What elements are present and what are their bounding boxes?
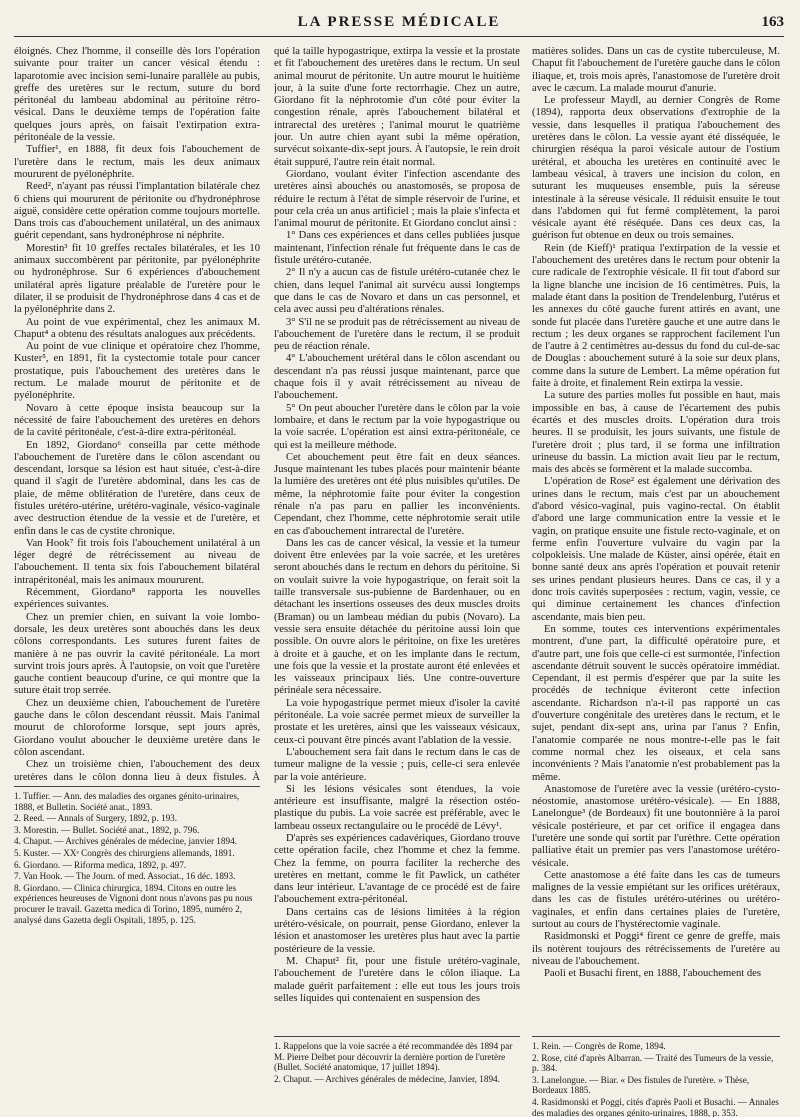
paragraph: En somme, toutes ces interventions expérimentales montrent, d'une part, la difficulté opératoire pure, et d'autre part, une fois que celle-ci est surmontée, l'infection ascendante détruit souvent le succès opératoire immédiat. Cependant, il est permis d'espérer que par la suite les procédés de technique éviteront cette infection ascendante. Richardson n'a-t-il pas rapporté un cas d'ouverture congénitale des uretères dans le rectum, et le sujet, pendant dix-sept ans, urina par l'anus ? Enfin, l'anatomie comparée ne nous montre-t-elle pas le fait comme normal chez les oiseaux, et cela sans inconvénients ? Mais l'anatomie n'est probablement pas la même.	[532, 623, 780, 783]
paragraph: Rasidmonski et Poggi⁴ firent ce genre de greffe, mais ils notèrent toujours des rétrécissements de l'uretère au niveau de l'abouchement.	[532, 931, 780, 967]
column-left	[14, 46, 260, 1108]
footnote: 2. Rose, cité d'après Albarran. — Traité des Tumeurs de la vessie, p. 384.	[532, 1052, 774, 1074]
footnote: 6. Giordano. — Riforma medica, 1892, p. 497.	[14, 859, 187, 870]
paragraph: 5° On peut aboucher l'uretère dans le côlon par la voie lombaire, et dans le rectum par la voie hypogastrique ou la voie sacrée. L'opération est ainsi extra-péritonéale, ce qui est la meilleure méthode.	[274, 402, 520, 451]
paragraph: D'après ses expériences cadavériques, Giordano trouve cette opération facile, chez l'homme et chez la femme. Chez la femme, on pourra faciliter la recherche des uretères en mettant, comme le fit Pawlick, un cathéter dans leur intérieur. L'avantage de ce procédé est de faire l'abouchement extra-péritonéal.	[274, 833, 520, 906]
paragraph: Cette anastomose a été faite dans les cas de tumeurs malignes de la vessie empiétant sur les orifices urétéraux, dans les cas de fistules urétéro-utérines ou urétéro-vaginales, et enfin dans certaines plaies de l'uretère, surtout au cours de l'hystérectomie vaginale.	[532, 869, 780, 931]
page-number: 163	[761, 14, 784, 30]
paragraph: Reed², n'ayant pas réussi l'implantation bilatérale chez 6 chiens qui moururent de péritonite ou d'hydronéphrose aiguë, considère cette opération comme toujours mortelle. Dans trois cas d'abouchement unilatéral, un des animaux guérit cependant, sans hydronéphrose ni néphrite.	[14, 181, 260, 242]
paragraph: Récemment, Giordano⁸ rapporta les nouvelles expériences suivantes.	[14, 587, 260, 611]
journal-title: LA PRESSE MÉDICALE	[297, 14, 501, 30]
column-middle	[274, 46, 520, 1094]
paragraph: Au point de vue expérimental, chez les animaux M. Chaput⁴ a obtenu des résultats analogues aux précédents.	[14, 316, 260, 340]
paragraph: qué la taille hypogastrique, extirpa la vessie et la prostate et fit l'abouchement des uretères dans le rectum. Un seul animal mourut de péritonite. Un autre mourut le huitième jour, à la suite d'une forte rectorrhagie. Chez un autre, Giordano fit la néphrotomie d'un côté pour éviter la congestion rénale, après l'abouchement bilatéral et intrarectal des uretères ; l'animal mourut le quatrième jour. Un autre chien ayant subi la même opération, survécut soixante-dix-sept jours. À l'autopsie, le rein droit était suppuré, l'autre rein était normal.	[274, 46, 520, 168]
paragraph: Dans les cas de cancer vésical, la vessie et la tumeur doivent être enlevées par la voie sacrée, et les uretères seront abouchés dans le rectum en dehors du péritoine. Si on voulait suivre la voie hypogastrique, on ferait soit la taille transversale sus-pubienne de Bardenhauer, ou en détachant les insertions osseuses des deux muscles droits (Braman) ou un lambeau médian du pubis (Novaro). La vessie sera ensuite détachée du péritoine aussi loin que possible. On ouvre alors le péritoine, on fixe les uretères à droite et à gauche, et on les implante dans le rectum, une fois que la vessie et la prostate auront été enlevées et les vaisseaux principaux liés. Une contre-ouverture périnéale sera nécessaire.	[274, 537, 520, 697]
column-right	[532, 46, 780, 1094]
footnote: 1. Rappelons que la voie sacrée a été recommandée dès 1894 par M. Pierre Delbet pour découvrir la dernière portion de l'uretère (Bullet. Société anatomique, 17 juillet 1894).	[274, 1041, 513, 1073]
paragraph: Giordano, voulant éviter l'infection ascendante des uretères ainsi abouchés ou anastomosés, se proposa de réduire le rectum à l'état de simple réservoir de l'urine, et pour cela créa un anus artificiel ; mais la plaie s'infecta et l'animal mourut de péritonite. Et Giordano conclut ainsi :	[274, 168, 520, 230]
paragraph: Tuffier¹, en 1888, fit deux fois l'abouchement de l'uretère dans le rectum, mais les deux animaux moururent de pyélonéphrite.	[14, 144, 260, 180]
paragraph: Chez un premier chien, en suivant la voie lombo-dorsale, les deux uretères sont abouchés dans les deux côlons correspondants. Les sutures furent faites de manière à ne pas ouvrir la cavité péritonéale. La mort survint trois jours après. À l'autopsie, on voit que l'uretère gauche contient beaucoup d'urine, ce qui montre que la suture était trop serrée.	[14, 611, 260, 697]
paragraph: éloignés. Chez l'homme, il conseille dès lors l'opération suivante pour traiter un cancer vésical étendu : laparotomie avec incision semi-lunaire parallèle au pubis, greffe des uretères sur le rectum, suture du bord péritonéal du lambeau abdominal au péritoine rétro-vésical. Dans le deuxième temps de l'opération faite quelques jours après, on faisait l'extirpation extra-péritonéale de la vessie.	[14, 46, 260, 144]
paragraph: Au point de vue clinique et opératoire chez l'homme, Kuster⁵, en 1891, fit la cystectomie totale pour cancer prostatique, puis l'abouchement des uretères dans le rectum. Le malade mourut de péritonite et de pyélonéphrite.	[14, 341, 260, 402]
paragraph: La suture des parties molles fut possible en haut, mais impossible en bas, à cause de l'écartement des pubis écartés et des muscles droits. L'opération dura trois heures. Il se produisit, les jours suivants, une fistule de l'uretère droit ; plus tard, il se forma une infiltration urineuse du bassin. La miction avait lieu par le rectum, mais des abcès se formèrent et la malade succomba.	[532, 390, 780, 476]
footnote: 4. Chaput. — Archives générales de médecine, janvier 1894.	[14, 836, 237, 847]
paragraph: L'opération de Rose² est également une dérivation des urines dans le rectum, mais c'est par un abouchement d'abord vésico-vaginal, puis vagino-rectal. On établit d'abord une large communication entre la vessie et le vagin, on pratique ensuite une fistule recto-vaginale, et on ferme enfin l'ouverture vulvaire du vagin par la colpokleisis. Une malade de Küster, ainsi opérée, était en bonne santé deux ans après l'opération et pouvait retenir ses urines pendant plusieurs heures. Dans ce cas, il y a donc trois cavités superposées : rectum, vagin, vessie, ce qui diminue certainement les chances d'infection ascendante, mais bien peu.	[532, 476, 780, 623]
paragraph: M. Chaput² fit, pour une fistule urétéro-vaginale, l'abouchement de l'uretère dans le côlon iliaque. La malade guérit parfaitement : elle eut tous les jours trois selles liquides qui contenaient en suspension des	[274, 955, 520, 1004]
paragraph: 1° Dans ces expériences et dans celles publiées jusque maintenant, l'infection rénale fut fréquente dans le cas de fistule urétéro-cutanée.	[274, 230, 520, 267]
paragraph: La voie hypogastrique permet mieux d'isoler la cavité péritonéale. La voie sacrée permet mieux de surveiller la prostate et les uretères, ainsi que les vaisseaux vésicaux, ceux-ci pouvant être pincés avant l'ablation de la vessie.	[274, 697, 520, 746]
paragraph: Anastomose de l'uretère avec la vessie (urétéro-cysto-néostomie, anastomose urétéro-vésicale). — En 1888, Lanelongue³ (de Bordeaux) fit une boutonnière à la paroi vésicale postérieure, et par cet orifice il engagea dans l'uretère une sonde qui sortit par l'urèthre. Cette opération palliative était un premier pas vers l'anastomose urétéro-vésicale.	[532, 783, 780, 869]
paragraph: Novaro à cette époque insista beaucoup sur la nécessité de faire l'abouchement des uretères en dehors de la cavité péritonéale, c'est-à-dire extra-péritonéal.	[14, 402, 260, 439]
paragraph: Morestin³ fit 10 greffes rectales bilatérales, et les 10 animaux succombèrent par péritonite, par pyélonéphrite ou hydronéphrose. Sur 6 expériences d'abouchement unilatéral après ligature préalable de l'uretère pour le dilater, il se produisit de l'hydronéphrose dans 4 cas et de la pyélonéphrite dans 2.	[14, 242, 260, 316]
column-left-body	[14, 46, 260, 782]
page-header	[14, 14, 784, 37]
column-right-body	[532, 46, 780, 1031]
paragraph: Chez un deuxième chien, l'abouchement de l'uretère gauche dans le côlon descendant réussit. Mais l'animal mourut de chloroforme lorsque, sept jours après, Giordano voulut aboucher le deuxième uretère dans le côlon ascendant.	[14, 697, 260, 758]
footnote: 5. Kuster. — XXᵉ Congrès des chirurgiens allemands, 1891.	[14, 847, 235, 858]
paragraph: Cet abouchement peut être fait en deux séances. Jusque maintenant les tubes placés pour maintenir béante la lumière des uretères ont été plus nuisibles qu'utiles. De même, la néphrotomie faite pour éviter la congestion rénale n'a pas paru en pallier les inconvénients. Cependant, chez l'homme, cette néphrotomie serait utile en cas d'abouchement intrarectal de l'uretère.	[274, 451, 520, 537]
footnote: 1. Rein. — Congrès de Rome, 1894.	[532, 1041, 666, 1051]
paragraph: Rein (de Kieff)¹ pratiqua l'extirpation de la vessie et l'abouchement des uretères dans le rectum pour obtenir la cure radicale de l'extrophie vésicale. Il fit tout d'abord sur la ligne blanche une incision de 16 centimètres. Puis, la malade étant dans la position de Trendelenburg, l'utérus et les annexes du côté gauche furent attirés en avant, une sonde fut placée dans l'uretère gauche et une autre dans le rectum ; les deux organes se rapprochent facilement l'un de l'autre à 2 centimètres au-dessus du fond du cul-de-sac de Douglas : abouchement suturé à la soie sur deux plans, comme dans la suture de Lembert. La même opération fut faite à droite, et finalement Rein extirpa la vessie.	[532, 242, 780, 390]
footnotes-right	[532, 1036, 780, 1117]
paragraph: L'abouchement sera fait dans le rectum dans le cas de tumeur maligne de la vessie ; puis, celle-ci sera enlevée par la voie antérieure.	[274, 746, 520, 783]
footnote: 3. Morestin. — Bullet. Société anat., 1892, p. 796.	[14, 824, 200, 835]
paragraph: Dans certains cas de lésions limitées à la région urétéro-vésicale, on pourrait, pense Giordano, enlever la lésion et anastomoser les uretères plus haut avec la partie postérieure de la vessie.	[274, 906, 520, 955]
paragraph: Paoli et Busachi firent, en 1888, l'abouchement des	[544, 968, 761, 980]
paragraph: En 1892, Giordano⁶ conseilla par cette méthode l'abouchement de l'uretère dans le côlon ascendant ou descendant, lorsque sa lésion est haut située, c'est-à-dire quand il s'agit de l'uretère abdominal, dans les cas de plaie, de même oblitération de l'uretère, dans ceux de fistules urétéro-utérine, urétéro-vaginale, vésico-vaginale avec destruction étendue de la vessie et de l'uretère, et enfin dans le cas de cystite chronique.	[14, 439, 260, 537]
paragraph: 3° S'il ne se produit pas de rétrécissement au niveau de l'abouchement de l'uretère dans le rectum, il se produit peu de réaction rénale.	[274, 316, 520, 353]
paragraph: matières solides. Dans un cas de cystite tuberculeuse, M. Chaput fit l'abouchement de l'uretère gauche dans le côlon iliaque, et, trois mois après, l'anastomose de l'uretère droit avec le cæcum. La malade mourut d'anurie.	[532, 46, 780, 94]
paragraph: Van Hook⁷ fit trois fois l'abouchement unilatéral à un léger degré de rétrécissement au niveau de l'abouchement. Il tenta six fois l'abouchement bilatéral intrapéritonéal, mais les animaux moururent.	[14, 537, 260, 586]
paragraph: 4° L'abouchement urétéral dans le côlon ascendant ou descendant n'a pas réussi jusque maintenant, parce que chaque fois il y avait rétrécissement au niveau de l'abouchement.	[274, 353, 520, 402]
footnote: 1. Tuffier. — Ann. des maladies des organes génito-urinaires, 1888, et Bulletin. Société anat., 1893.	[14, 791, 240, 812]
paragraph: 2° Il n'y a aucun cas de fistule urétéro-cutanée chez le chien, dans lequel l'animal ait survécu aussi longtemps que dans le cas de Novaro et dans un cas personnel, et cela avec aussi peu d'altérations rénales.	[274, 267, 520, 316]
footnote: 4. Rasidmonski et Poggi, cités d'après Paoli et Busachi. — Annales des maladies des organes génito-urinaires, 1888, p. 353.	[532, 1096, 779, 1117]
footnote: 7. Van Hook. — The Journ. of med. Associat., 16 déc. 1893.	[14, 871, 236, 882]
footnote: 3. Lanelongue. — Biar. « Des fistules de l'uretère. » Thèse, Bordeaux 1885.	[532, 1074, 750, 1096]
column-middle-body	[274, 46, 520, 1031]
footnote: 2. Reed. — Annals of Surgery, 1892, p. 193.	[14, 813, 178, 824]
paragraph: Si les lésions vésicales sont étendues, la voie antérieure est insuffisante, malgré la résection ostéo-plastique du pubis. La voie sacrée est préférable, avec le lambeau osseux rectangulaire ou le procédé de Lévy¹.	[274, 783, 520, 832]
footnote: 2. Chaput. — Archives générales de médecine, Janvier, 1894.	[274, 1073, 500, 1084]
paragraph: Chez un troisième chien, l'abouchement des deux uretères dans le côlon donna lieu à deux fistules. À	[14, 759, 260, 782]
footnote: 8. Giordano. — Clinica chirurgica, 1894. Citons en outre les expériences heureuses de Vignoni dont nous n'avons pas pu nous procurer le travail. Gazetta medica di Torino, 1895, numéro 2, analysé dans Gazetta degli Ospitali, 1895, p. 125.	[14, 882, 253, 925]
paragraph: Le professeur Maydl, au dernier Congrès de Rome (1894), rapporta deux observations d'extrophie de la vessie, dans lesquelles il pratiqua l'abouchement des uretères dans le côlon. La vessie ayant été disséquée, le chirurgien réséqua la paroi vésicale autour de l'ostium urétéral, et aboucha les uretères en continuité avec le lambeau vésical, à travers une incision du colon, en suturant les muqueuses ensemble, puis la séreuse intestinale à la séreuse vésicale. Il réduisit ensuite le tout dans l'abdomen qui fut fermé complètement, la paroi vésicale ayant été réséquée. Dans ces deux cas, la guérison fut obtenue en deux ou trois semaines.	[532, 95, 780, 242]
footnotes-left	[14, 786, 260, 926]
footnotes-middle	[274, 1036, 520, 1085]
